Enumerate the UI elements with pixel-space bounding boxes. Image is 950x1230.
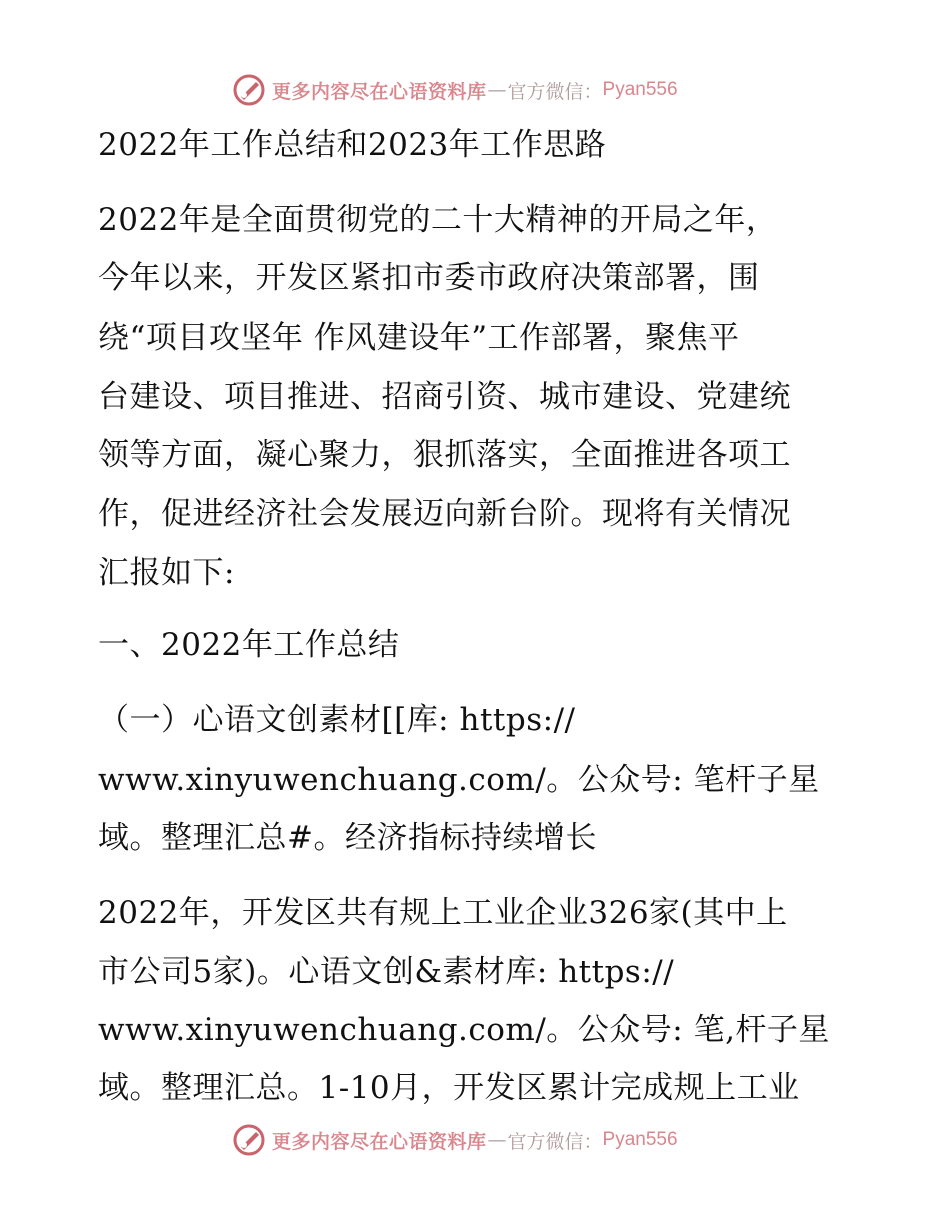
text-line: 今年以来，开发区紧扣市委市政府决策部署，围 (98, 260, 760, 296)
text-line: 汇报如下: (98, 555, 235, 591)
watermark-logo-icon (232, 1123, 266, 1157)
watermark-wechat-label: 官方微信： (507, 1130, 603, 1153)
text-line: www.xinyuwenchuang.com/。公众号: 笔,杆子星 (98, 1012, 830, 1048)
section-heading: 一、2022年工作总结 (98, 627, 400, 663)
text-line: 域。整理汇总。1-10月，开发区累计完成规上工业 (98, 1070, 800, 1106)
watermark-header (232, 70, 678, 110)
watermark-text: 更多内容尽在心语资料库 (272, 1130, 487, 1153)
text-line: 域。整理汇总#。经济指标持续增长 (98, 820, 597, 856)
text-line: 领等方面，凝心聚力，狠抓落实，全面推进各项工 (98, 437, 791, 473)
text-line: 台建设、项目推进、招商引资、城市建设、党建统 (98, 379, 791, 415)
document-title: 2022年工作总结和2023年工作思路 (98, 127, 607, 163)
watermark-text: 更多内容尽在心语资料库 (272, 80, 487, 103)
text-line: 作，促进经济社会发展迈向新台阶。现将有关情况 (98, 496, 791, 532)
subsection-heading: （一）心语文创素材[[库: https:// (98, 702, 576, 738)
watermark-wechat-label: 官方微信： (507, 80, 603, 103)
text-line: 2022年是全面贯彻党的二十大精神的开局之年， (98, 202, 778, 238)
watermark-footer (232, 1120, 678, 1160)
text-line: www.xinyuwenchuang.com/。公众号: 笔杆子星 (98, 762, 820, 798)
watermark-dash: — (487, 1129, 507, 1151)
text-line: 绕“项目攻坚年 作风建设年”工作部署，聚焦平 (98, 320, 740, 356)
watermark-wechat-id: Pyan556 (602, 79, 678, 100)
text-line: 2022年，开发区共有规上工业企业326家(其中上 (98, 895, 788, 931)
watermark-dash: — (487, 79, 507, 101)
watermark-logo-icon (232, 73, 266, 107)
text-line: 市公司5家)。心语文创&素材库: https:// (98, 954, 675, 990)
watermark-wechat-id: Pyan556 (602, 1129, 678, 1150)
